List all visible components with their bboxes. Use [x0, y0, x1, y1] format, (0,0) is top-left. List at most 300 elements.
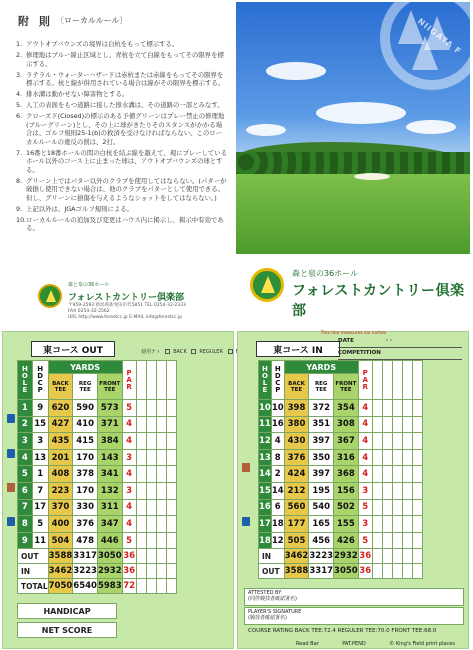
hdcp-cell: 2 [271, 466, 284, 483]
hole-row [259, 482, 423, 499]
rule-text: ラテラル・ウォーターハザードは赤杭または赤線をもってその限界を標示する。杭と線が併用されている場合は線がその限界を標示する。 [26, 70, 225, 87]
score-cell[interactable] [392, 416, 402, 433]
back-cell: 430 [284, 433, 309, 450]
rule-number: 2. [16, 51, 23, 59]
hdcp-cell: 6 [271, 499, 284, 516]
hole-row [18, 516, 177, 533]
rule-item [16, 149, 228, 175]
tee-legend-back: BACK [173, 349, 187, 355]
rule-text: 排水溝は動かせない障害物とする。 [26, 90, 129, 98]
rule-number: 5. [16, 101, 23, 109]
hole-cell: 17 [259, 516, 272, 533]
front-tee-header: FRONT TEE [97, 374, 122, 400]
total-reg: 3223 [309, 549, 334, 564]
rule-number: 9. [16, 204, 23, 213]
score-cell[interactable] [372, 532, 382, 549]
front-cell: 347 [97, 516, 122, 533]
front-cell: 316 [334, 449, 359, 466]
score-cell[interactable] [382, 499, 392, 516]
hdcp-cell: 9 [32, 400, 48, 417]
score-cell[interactable] [156, 516, 166, 533]
restroom-icon [7, 449, 15, 458]
front-cell: 132 [97, 482, 122, 499]
hdcp-cell: 1 [32, 466, 48, 483]
par-cell: 4 [122, 433, 136, 450]
rule-text: クローズド(Closed)の標示のある予備グリーンはプレー禁止の修理地(ブルーグリーン)とし、その上に球がきたりそのスタンスがかかる場合は、ゴルフ規則25-1(b)の救済を受けなければならない。このローカルルールの違反の罰は、2打。 [26, 112, 225, 146]
back-cell: 620 [48, 400, 73, 417]
score-cell[interactable] [402, 516, 412, 533]
total-row [18, 549, 177, 564]
score-cell[interactable] [156, 416, 166, 433]
score-cell[interactable] [372, 449, 382, 466]
score-cell[interactable] [146, 549, 156, 564]
score-cell[interactable] [146, 579, 156, 594]
reg-cell: 195 [309, 482, 334, 499]
score-cell[interactable] [402, 564, 412, 579]
hole-cell: 13 [259, 449, 272, 466]
hdcp-cell: 16 [271, 416, 284, 433]
score-cell[interactable] [156, 579, 166, 594]
hole-row [18, 466, 177, 483]
score-cell[interactable] [382, 416, 392, 433]
score-cell[interactable] [412, 433, 422, 450]
attested-box[interactable] [244, 588, 464, 606]
total-reg: 3223 [73, 564, 98, 579]
par-cell: 5 [358, 499, 372, 516]
rule-number: 1. [16, 40, 23, 48]
rule-item [16, 205, 228, 214]
competition-label: COMPETITION [338, 350, 381, 356]
score-cell[interactable] [136, 466, 146, 483]
score-cell[interactable] [402, 549, 412, 564]
total-par: 36 [122, 564, 136, 579]
hole-row [18, 482, 177, 499]
hdcp-cell: 17 [32, 499, 48, 516]
attested-label: ATTESTED BY [248, 590, 282, 596]
total-front: 5983 [97, 579, 122, 594]
back-cell: 201 [48, 449, 73, 466]
score-cell[interactable] [156, 499, 166, 516]
score-cell[interactable] [136, 516, 146, 533]
back-cell: 177 [284, 516, 309, 533]
score-cell[interactable] [412, 466, 422, 483]
total-par: 36 [358, 564, 372, 579]
score-cell[interactable] [166, 416, 176, 433]
front-cell: 502 [334, 499, 359, 516]
total-row [259, 564, 423, 579]
score-cell[interactable] [372, 416, 382, 433]
in-course-title: 東コース IN [256, 341, 340, 357]
reg-tee-header: REG TEE [73, 374, 98, 400]
score-cell[interactable] [392, 449, 402, 466]
hole-cell: 18 [259, 532, 272, 549]
total-reg: 6540 [73, 579, 98, 594]
score-cell[interactable] [166, 433, 176, 450]
score-cell[interactable] [372, 549, 382, 564]
hole-cell: 4 [18, 449, 33, 466]
competition-field[interactable] [338, 350, 462, 360]
hole-cell: 2 [18, 416, 33, 433]
par-cell: 4 [122, 499, 136, 516]
score-cell[interactable] [402, 466, 412, 483]
net-score-label: NET SCORE [17, 622, 117, 638]
par-cell: 4 [358, 400, 372, 417]
back-cell: 223 [48, 482, 73, 499]
back-cell: 560 [284, 499, 309, 516]
bunker [354, 173, 390, 180]
front-cell: 371 [97, 416, 122, 433]
back-tee-header: BACK TEE [48, 374, 73, 400]
score-cell[interactable] [402, 482, 412, 499]
score-cell[interactable] [402, 416, 412, 433]
hdcp-cell: 5 [32, 516, 48, 533]
back-cell: 370 [48, 499, 73, 516]
out-course-title: 東コース OUT [31, 341, 115, 357]
total-par: 36 [122, 549, 136, 564]
hole-row [259, 433, 423, 450]
signature-label-jp: (競技者確認署名) [248, 615, 287, 621]
hole-row [18, 532, 177, 549]
total-front: 2932 [97, 564, 122, 579]
par-cell: 3 [358, 482, 372, 499]
score-cell[interactable] [136, 400, 146, 417]
score-cell[interactable] [402, 499, 412, 516]
back-cell: 504 [48, 532, 73, 549]
par-header: PAR [358, 361, 372, 400]
score-cell[interactable] [166, 516, 176, 533]
score-cell[interactable] [382, 532, 392, 549]
scorecard-out [2, 331, 234, 649]
reg-cell: 170 [73, 449, 98, 466]
score-cell[interactable] [392, 433, 402, 450]
score-cell[interactable] [166, 400, 176, 417]
score-cell[interactable] [146, 499, 156, 516]
hole-cell: 1 [18, 400, 33, 417]
front-cell: 446 [97, 532, 122, 549]
score-cell[interactable] [136, 532, 146, 549]
rule-number: 4. [16, 90, 23, 98]
back-cell: 400 [48, 516, 73, 533]
out-score-table [17, 360, 177, 594]
score-cell[interactable] [372, 499, 382, 516]
score-cell[interactable] [382, 564, 392, 579]
score-cell[interactable] [166, 482, 176, 499]
hdcp-cell: 11 [32, 532, 48, 549]
hole-row [18, 433, 177, 450]
hdcp-cell: 12 [271, 532, 284, 549]
back-cell: 380 [284, 416, 309, 433]
total-par: 72 [122, 579, 136, 594]
score-cell[interactable] [372, 516, 382, 533]
front-cell: 384 [97, 433, 122, 450]
reg-cell: 376 [73, 516, 98, 533]
attested-label-jp: (同伴競技者確認署名) [248, 596, 297, 602]
brand-name: フォレストカントリー倶楽部 [292, 283, 465, 319]
score-cell[interactable] [156, 466, 166, 483]
front-cell: 143 [97, 449, 122, 466]
score-cell[interactable] [372, 564, 382, 579]
score-cell[interactable] [166, 579, 176, 594]
score-cell[interactable] [382, 482, 392, 499]
reg-cell: 397 [309, 466, 334, 483]
rule-number: 3. [16, 70, 23, 79]
score-cell[interactable] [166, 549, 176, 564]
rule-number: 6. [16, 112, 23, 120]
rule-text: 修理地はブルー線止区域とし、青杭を立て白線をもってその限界を標示する。 [26, 51, 224, 68]
rule-item [16, 90, 228, 99]
score-cell[interactable] [146, 564, 156, 579]
hole-row [259, 516, 423, 533]
score-cell[interactable] [392, 482, 402, 499]
total-label: TOTAL [18, 579, 49, 594]
back-tee-header: BACK TEE [284, 374, 309, 400]
tee-legend-label: 使用ティ [141, 349, 161, 355]
total-row [259, 549, 423, 564]
reg-cell: 165 [309, 516, 334, 533]
score-cell[interactable] [136, 482, 146, 499]
hdcp-cell: 7 [32, 482, 48, 499]
score-cell[interactable] [146, 449, 156, 466]
score-cell[interactable] [412, 516, 422, 533]
score-cell[interactable] [166, 564, 176, 579]
reg-tee-header: REG TEE [309, 374, 334, 400]
front-cell: 155 [334, 516, 359, 533]
score-cell[interactable] [156, 449, 166, 466]
score-cell[interactable] [392, 499, 402, 516]
front-cell: 368 [334, 466, 359, 483]
score-cell[interactable] [146, 433, 156, 450]
in-score-table [258, 360, 423, 579]
score-cell[interactable] [136, 499, 146, 516]
score-cell[interactable] [382, 549, 392, 564]
hdcp-header: HDCP [32, 361, 48, 400]
score-cell[interactable] [372, 482, 382, 499]
back-cell: 505 [284, 532, 309, 549]
score-cell[interactable] [372, 433, 382, 450]
score-cell[interactable] [166, 499, 176, 516]
score-cell[interactable] [392, 400, 402, 417]
rule-item [16, 51, 228, 68]
score-cell[interactable] [156, 482, 166, 499]
score-cell[interactable] [382, 433, 392, 450]
rule-text: アウトオブバウンズの境界は白杭をもって標示する。 [26, 40, 179, 48]
brand-tagline: 森と泉の36ホール [292, 269, 359, 278]
score-cell[interactable] [136, 416, 146, 433]
score-cell[interactable] [166, 449, 176, 466]
score-cell[interactable] [392, 549, 402, 564]
score-cell[interactable] [156, 400, 166, 417]
score-cell[interactable] [412, 532, 422, 549]
par-cell: 4 [122, 516, 136, 533]
total-front: 3050 [97, 549, 122, 564]
pat-pend-label: PAT.PEND [342, 641, 366, 647]
score-cell[interactable] [136, 449, 146, 466]
score-cell[interactable] [402, 400, 412, 417]
hole-row [259, 466, 423, 483]
par-cell: 4 [358, 433, 372, 450]
score-cell[interactable] [146, 532, 156, 549]
score-cell[interactable] [412, 499, 422, 516]
course-rating: COURSE RATING BACK TEE:72.4 REGULER TEE:70.0 FRONT TEE:68.0 [248, 628, 437, 634]
score-cell[interactable] [146, 466, 156, 483]
read-bar-label: Read Bar [296, 641, 319, 647]
hole-row [18, 499, 177, 516]
score-cell[interactable] [412, 416, 422, 433]
rule-item [16, 40, 228, 49]
reg-cell: 410 [73, 416, 98, 433]
score-cell[interactable] [412, 449, 422, 466]
rule-item [16, 216, 228, 233]
printer-credit: © King's Field print places [389, 641, 455, 647]
score-cell[interactable] [136, 433, 146, 450]
par-cell: 3 [358, 516, 372, 533]
back-cell: 424 [284, 466, 309, 483]
score-cell[interactable] [372, 400, 382, 417]
reg-cell: 590 [73, 400, 98, 417]
score-cell[interactable] [392, 466, 402, 483]
score-cell[interactable] [382, 400, 392, 417]
total-front: 2932 [334, 549, 359, 564]
score-cell[interactable] [156, 564, 166, 579]
score-cell[interactable] [412, 549, 422, 564]
footer-tagline: 森と泉の36ホール [68, 282, 110, 288]
score-cell[interactable] [402, 449, 412, 466]
front-cell: 354 [334, 400, 359, 417]
par-cell: 5 [122, 532, 136, 549]
front-cell: 367 [334, 433, 359, 450]
scorecard-in [237, 331, 469, 649]
front-cell: 573 [97, 400, 122, 417]
hdcp-cell: 14 [271, 482, 284, 499]
hole-row [259, 532, 423, 549]
score-cell[interactable] [392, 564, 402, 579]
reg-cell: 351 [309, 416, 334, 433]
score-cell[interactable] [382, 516, 392, 533]
score-cell[interactable] [146, 516, 156, 533]
hole-row [18, 400, 177, 417]
rule-number: 7. [16, 148, 23, 157]
score-cell[interactable] [372, 466, 382, 483]
total-label: OUT [18, 549, 49, 564]
hole-row [259, 449, 423, 466]
hdcp-cell: 18 [271, 516, 284, 533]
local-rules-panel [2, 2, 234, 324]
rest-house-icon [7, 483, 15, 492]
hole-cell: 8 [18, 516, 33, 533]
score-cell[interactable] [156, 532, 166, 549]
back-cell: 376 [284, 449, 309, 466]
score-cell[interactable] [412, 564, 422, 579]
hole-row [259, 499, 423, 516]
footer-url: URL http://www.forestcc.jp E-MAIL info@forestcc.jp [68, 315, 183, 320]
score-cell[interactable] [146, 416, 156, 433]
score-cell[interactable] [146, 400, 156, 417]
signature-box[interactable] [244, 607, 464, 625]
hole-cell: 7 [18, 499, 33, 516]
rule-text: 16番と18番ホールの間の白杭を結ぶ線を越えて、現にプレーしているホール以外のコース上に止まった球は、アウトオブバウンズの球とする。 [26, 148, 228, 174]
hole-cell: 15 [259, 482, 272, 499]
rule-item [16, 101, 228, 110]
score-cell[interactable] [166, 532, 176, 549]
score-cell[interactable] [136, 579, 146, 594]
date-field[interactable] [338, 338, 462, 348]
par-cell: 4 [358, 466, 372, 483]
total-back: 3588 [48, 549, 73, 564]
reg-cell: 350 [309, 449, 334, 466]
hdcp-cell: 4 [271, 433, 284, 450]
hole-row [259, 416, 423, 433]
yards-header: YARDS [48, 361, 122, 374]
total-back: 3588 [284, 564, 309, 579]
restroom-icon [7, 414, 15, 423]
score-cell[interactable] [412, 482, 422, 499]
score-cell[interactable] [146, 482, 156, 499]
rule-text: 人工の表面をもつ道路に接した排水溝は、その道路の一部とみなす。 [26, 101, 224, 109]
score-cell[interactable] [382, 449, 392, 466]
score-cell[interactable] [166, 466, 176, 483]
rule-text: 上記以外は、JGAゴルフ規則による。 [26, 204, 134, 213]
reg-cell: 170 [73, 482, 98, 499]
hdcp-cell: 15 [32, 416, 48, 433]
total-row [18, 564, 177, 579]
hole-cell: 16 [259, 499, 272, 516]
hole-cell: 3 [18, 433, 33, 450]
par-cell: 4 [358, 416, 372, 433]
score-cell[interactable] [156, 549, 166, 564]
hole-cell: 10 [259, 400, 272, 417]
hole-row [259, 400, 423, 417]
par-cell: 4 [122, 416, 136, 433]
score-cell[interactable] [402, 433, 412, 450]
score-cell[interactable] [136, 549, 146, 564]
club-emblem-small [38, 284, 62, 308]
front-cell: 156 [334, 482, 359, 499]
back-cell: 427 [48, 416, 73, 433]
rule-text: グリーン上ではパター以外のクラブを使用してはならない。(パターが破損し使用できない場合は、他のクラブをパターとして使用できる。但し、グリーンに損傷を与えるようなショットをしてはならない。) [26, 176, 227, 202]
score-cell[interactable] [412, 400, 422, 417]
hole-header: HOLE [259, 361, 272, 400]
back-cell: 408 [48, 466, 73, 483]
score-cell[interactable] [402, 532, 412, 549]
score-cell[interactable] [156, 433, 166, 450]
rest-house-icon [242, 463, 250, 472]
score-cell[interactable] [392, 532, 402, 549]
front-cell: 308 [334, 416, 359, 433]
hdcp-cell: 13 [32, 449, 48, 466]
rule-item [16, 71, 228, 88]
par-header: PAR [122, 361, 136, 400]
hole-row [18, 449, 177, 466]
brand-logo-area [236, 254, 470, 324]
hole-header: HOLE [18, 361, 33, 400]
footer-address: 〒959-2593 新潟県新発田市代5851 TEL 0254-32-2333 FAX 0254-32-2562 [68, 303, 186, 314]
back-cell: 212 [284, 482, 309, 499]
front-cell: 426 [334, 532, 359, 549]
reg-cell: 456 [309, 532, 334, 549]
par-cell: 3 [122, 449, 136, 466]
handicap-label: HANDICAP [17, 603, 117, 619]
hdcp-cell: 10 [271, 400, 284, 417]
rule-number: 10. [16, 215, 27, 224]
score-cell[interactable] [392, 516, 402, 533]
rule-item [16, 177, 228, 203]
restroom-icon [7, 517, 15, 526]
reg-cell: 478 [73, 532, 98, 549]
total-reg: 3317 [73, 549, 98, 564]
score-cell[interactable] [382, 466, 392, 483]
front-cell: 311 [97, 499, 122, 516]
score-cell[interactable] [136, 564, 146, 579]
